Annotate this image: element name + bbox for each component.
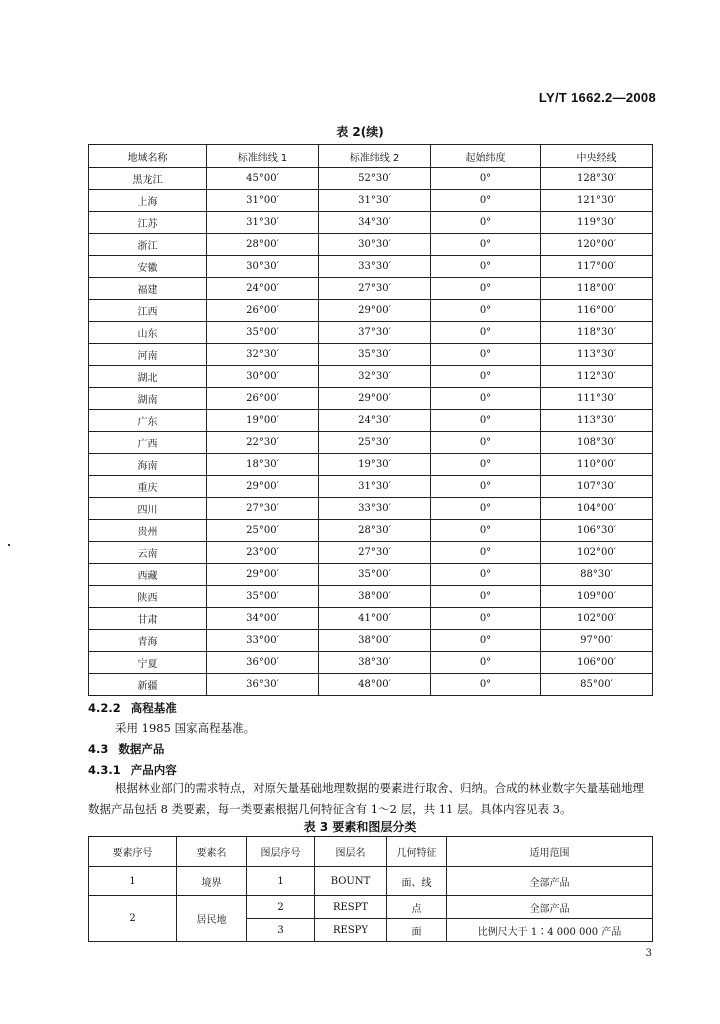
geometry: 面、线 [387, 867, 447, 896]
table-row [89, 366, 653, 388]
origin-latitude: 0° [431, 432, 541, 454]
std-parallel-2: 31°30′ [319, 476, 431, 498]
table-row [89, 256, 653, 278]
section-4-3-1-body: 根据林业部门的需求特点，对原矢量基础地理数据的要素进行取舍、归纳。合成的林业数字矢量基础地理数据产品包括 8 类要素，每一类要素根据几何特征含有 1～2 层，共 11 层。具体内容见表 3。 [88, 781, 644, 816]
origin-latitude: 0° [431, 476, 541, 498]
region-name: 广西 [89, 432, 207, 454]
origin-latitude: 0° [431, 608, 541, 630]
table-row [89, 476, 653, 498]
central-meridian: 106°00′ [541, 652, 653, 674]
col-header-feature-name: 要素名 [177, 837, 247, 867]
table-row [89, 608, 653, 630]
region-name: 甘肃 [89, 608, 207, 630]
section-4-3-heading [88, 741, 164, 757]
std-parallel-1: 35°00′ [207, 586, 319, 608]
origin-latitude: 0° [431, 586, 541, 608]
origin-latitude: 0° [431, 520, 541, 542]
features-layers-table [88, 836, 653, 942]
std-parallel-2: 38°30′ [319, 652, 431, 674]
std-parallel-2: 37°30′ [319, 322, 431, 344]
section-4-2-2-body: 采用 1985 国家高程基准。 [115, 721, 256, 735]
layer-name: RESPY [315, 919, 387, 942]
origin-latitude: 0° [431, 322, 541, 344]
central-meridian: 113°30′ [541, 344, 653, 366]
section-4-3-1-heading [88, 762, 177, 778]
region-name: 青海 [89, 630, 207, 652]
std-parallel-2: 27°30′ [319, 542, 431, 564]
table-row [89, 630, 653, 652]
region-name: 江苏 [89, 212, 207, 234]
region-name: 福建 [89, 278, 207, 300]
region-name: 贵州 [89, 520, 207, 542]
col-header-feature-no: 要素序号 [89, 837, 177, 867]
region-name: 重庆 [89, 476, 207, 498]
std-parallel-1: 29°00′ [207, 476, 319, 498]
std-parallel-1: 45°00′ [207, 168, 319, 190]
central-meridian: 117°00′ [541, 256, 653, 278]
central-meridian: 102°00′ [541, 542, 653, 564]
table-row [89, 542, 653, 564]
std-parallel-1: 30°30′ [207, 256, 319, 278]
std-parallel-2: 33°30′ [319, 256, 431, 278]
std-parallel-2: 31°30′ [319, 190, 431, 212]
table-row [89, 212, 653, 234]
std-parallel-2: 27°30′ [319, 278, 431, 300]
region-name: 云南 [89, 542, 207, 564]
region-name: 上海 [89, 190, 207, 212]
origin-latitude: 0° [431, 212, 541, 234]
table-header-row [89, 837, 653, 867]
region-name: 宁夏 [89, 652, 207, 674]
scope: 全部产品 [447, 896, 653, 919]
region-name: 湖南 [89, 388, 207, 410]
projection-parameters-table [88, 144, 653, 696]
central-meridian: 104°00′ [541, 498, 653, 520]
central-meridian: 111°30′ [541, 388, 653, 410]
origin-latitude: 0° [431, 388, 541, 410]
central-meridian: 113°30′ [541, 410, 653, 432]
table-header-row [89, 145, 653, 168]
table-row [89, 652, 653, 674]
layer-no: 3 [247, 919, 315, 942]
std-parallel-1: 30°00′ [207, 366, 319, 388]
table-row [89, 190, 653, 212]
section-title: 数据产品 [118, 742, 165, 756]
std-parallel-1: 25°00′ [207, 520, 319, 542]
std-parallel-1: 33°00′ [207, 630, 319, 652]
central-meridian: 108°30′ [541, 432, 653, 454]
region-name: 四川 [89, 498, 207, 520]
section-4-2-2-heading [88, 700, 177, 716]
table-row [89, 168, 653, 190]
section-number: 4.3.1 [88, 763, 121, 777]
section-number: 4.3 [88, 742, 109, 756]
std-parallel-2: 32°30′ [319, 366, 431, 388]
std-parallel-1: 19°00′ [207, 410, 319, 432]
std-parallel-1: 32°30′ [207, 344, 319, 366]
table-row [89, 388, 653, 410]
central-meridian: 112°30′ [541, 366, 653, 388]
std-parallel-2: 33°30′ [319, 498, 431, 520]
central-meridian: 119°30′ [541, 212, 653, 234]
std-parallel-2: 38°00′ [319, 586, 431, 608]
central-meridian: 128°30′ [541, 168, 653, 190]
col-header-layer-name: 图层名 [315, 837, 387, 867]
region-name: 江西 [89, 300, 207, 322]
origin-latitude: 0° [431, 278, 541, 300]
col-header-layer-no: 图层序号 [247, 837, 315, 867]
std-parallel-1: 28°00′ [207, 234, 319, 256]
central-meridian: 120°00′ [541, 234, 653, 256]
table3-title: 表 3 要素和图层分类 [303, 820, 417, 834]
region-name: 安徽 [89, 256, 207, 278]
col-header-std-parallel-2: 标准纬线 2 [319, 145, 431, 168]
origin-latitude: 0° [431, 630, 541, 652]
central-meridian: 118°00′ [541, 278, 653, 300]
table-row [89, 322, 653, 344]
table-row [89, 410, 653, 432]
origin-latitude: 0° [431, 498, 541, 520]
std-parallel-2: 29°00′ [319, 388, 431, 410]
feature-no: 1 [89, 867, 177, 896]
std-parallel-2: 41°00′ [319, 608, 431, 630]
std-parallel-2: 35°30′ [319, 344, 431, 366]
central-meridian: 88°30′ [541, 564, 653, 586]
std-parallel-2: 19°30′ [319, 454, 431, 476]
central-meridian: 106°30′ [541, 520, 653, 542]
central-meridian: 118°30′ [541, 322, 653, 344]
section-title: 高程基准 [130, 701, 177, 715]
central-meridian: 109°00′ [541, 586, 653, 608]
std-parallel-1: 36°00′ [207, 652, 319, 674]
std-parallel-1: 31°30′ [207, 212, 319, 234]
origin-latitude: 0° [431, 410, 541, 432]
std-parallel-2: 24°30′ [319, 410, 431, 432]
region-name: 广东 [89, 410, 207, 432]
table-row [89, 454, 653, 476]
col-header-origin-latitude: 起始纬度 [431, 145, 541, 168]
origin-latitude: 0° [431, 256, 541, 278]
origin-latitude: 0° [431, 344, 541, 366]
std-parallel-1: 31°00′ [207, 190, 319, 212]
col-header-central-meridian: 中央经线 [541, 145, 653, 168]
std-parallel-2: 29°00′ [319, 300, 431, 322]
std-parallel-2: 52°30′ [319, 168, 431, 190]
table-row [89, 564, 653, 586]
std-parallel-2: 34°30′ [319, 212, 431, 234]
std-parallel-1: 35°00′ [207, 322, 319, 344]
std-parallel-1: 34°00′ [207, 608, 319, 630]
page-number: 3 [645, 948, 652, 959]
origin-latitude: 0° [431, 454, 541, 476]
col-header-geometry: 几何特征 [387, 837, 447, 867]
origin-latitude: 0° [431, 542, 541, 564]
std-parallel-2: 48°00′ [319, 674, 431, 696]
scope: 全部产品 [447, 867, 653, 896]
central-meridian: 110°00′ [541, 454, 653, 476]
std-parallel-1: 23°00′ [207, 542, 319, 564]
origin-latitude: 0° [431, 300, 541, 322]
feature-name: 境界 [177, 867, 247, 896]
col-header-std-parallel-1: 标准纬线 1 [207, 145, 319, 168]
central-meridian: 85°00′ [541, 674, 653, 696]
region-name: 海南 [89, 454, 207, 476]
origin-latitude: 0° [431, 366, 541, 388]
central-meridian: 102°00′ [541, 608, 653, 630]
origin-latitude: 0° [431, 168, 541, 190]
feature-no: 2 [89, 896, 177, 942]
col-header-scope: 适用范围 [447, 837, 653, 867]
layer-no: 2 [247, 896, 315, 919]
std-parallel-2: 30°30′ [319, 234, 431, 256]
origin-latitude: 0° [431, 674, 541, 696]
table2-title: 表 2(续) [336, 125, 384, 139]
table-row [89, 278, 653, 300]
col-header-region: 地域名称 [89, 145, 207, 168]
geometry: 点 [387, 896, 447, 919]
std-parallel-1: 24°00′ [207, 278, 319, 300]
table-row [89, 234, 653, 256]
section-title: 产品内容 [130, 763, 177, 777]
scope: 比例尺大于 1∶4 000 000 产品 [447, 919, 653, 942]
std-parallel-1: 29°00′ [207, 564, 319, 586]
std-parallel-1: 36°30′ [207, 674, 319, 696]
std-parallel-2: 38°00′ [319, 630, 431, 652]
region-name: 山东 [89, 322, 207, 344]
table-row [89, 344, 653, 366]
table-row [89, 300, 653, 322]
std-parallel-2: 25°30′ [319, 432, 431, 454]
origin-latitude: 0° [431, 564, 541, 586]
table-row [89, 867, 653, 896]
std-parallel-1: 27°30′ [207, 498, 319, 520]
layer-name: BOUNT [315, 867, 387, 896]
region-name: 浙江 [89, 234, 207, 256]
central-meridian: 107°30′ [541, 476, 653, 498]
table-row [89, 896, 653, 919]
scan-mark [8, 544, 10, 546]
central-meridian: 116°00′ [541, 300, 653, 322]
std-parallel-1: 18°30′ [207, 454, 319, 476]
table-row [89, 520, 653, 542]
std-parallel-2: 35°00′ [319, 564, 431, 586]
region-name: 陕西 [89, 586, 207, 608]
layer-no: 1 [247, 867, 315, 896]
layer-name: RESPT [315, 896, 387, 919]
std-parallel-1: 26°00′ [207, 388, 319, 410]
region-name: 黑龙江 [89, 168, 207, 190]
region-name: 湖北 [89, 366, 207, 388]
std-parallel-1: 22°30′ [207, 432, 319, 454]
table-row [89, 432, 653, 454]
central-meridian: 97°00′ [541, 630, 653, 652]
geometry: 面 [387, 919, 447, 942]
std-parallel-1: 26°00′ [207, 300, 319, 322]
standard-code: LY/T 1662.2—2008 [538, 90, 656, 105]
region-name: 河南 [89, 344, 207, 366]
origin-latitude: 0° [431, 234, 541, 256]
origin-latitude: 0° [431, 652, 541, 674]
section-number: 4.2.2 [88, 701, 121, 715]
std-parallel-2: 28°30′ [319, 520, 431, 542]
table-row [89, 674, 653, 696]
feature-name: 居民地 [177, 896, 247, 942]
table-row [89, 586, 653, 608]
table-row [89, 498, 653, 520]
origin-latitude: 0° [431, 190, 541, 212]
region-name: 西藏 [89, 564, 207, 586]
region-name: 新疆 [89, 674, 207, 696]
central-meridian: 121°30′ [541, 190, 653, 212]
